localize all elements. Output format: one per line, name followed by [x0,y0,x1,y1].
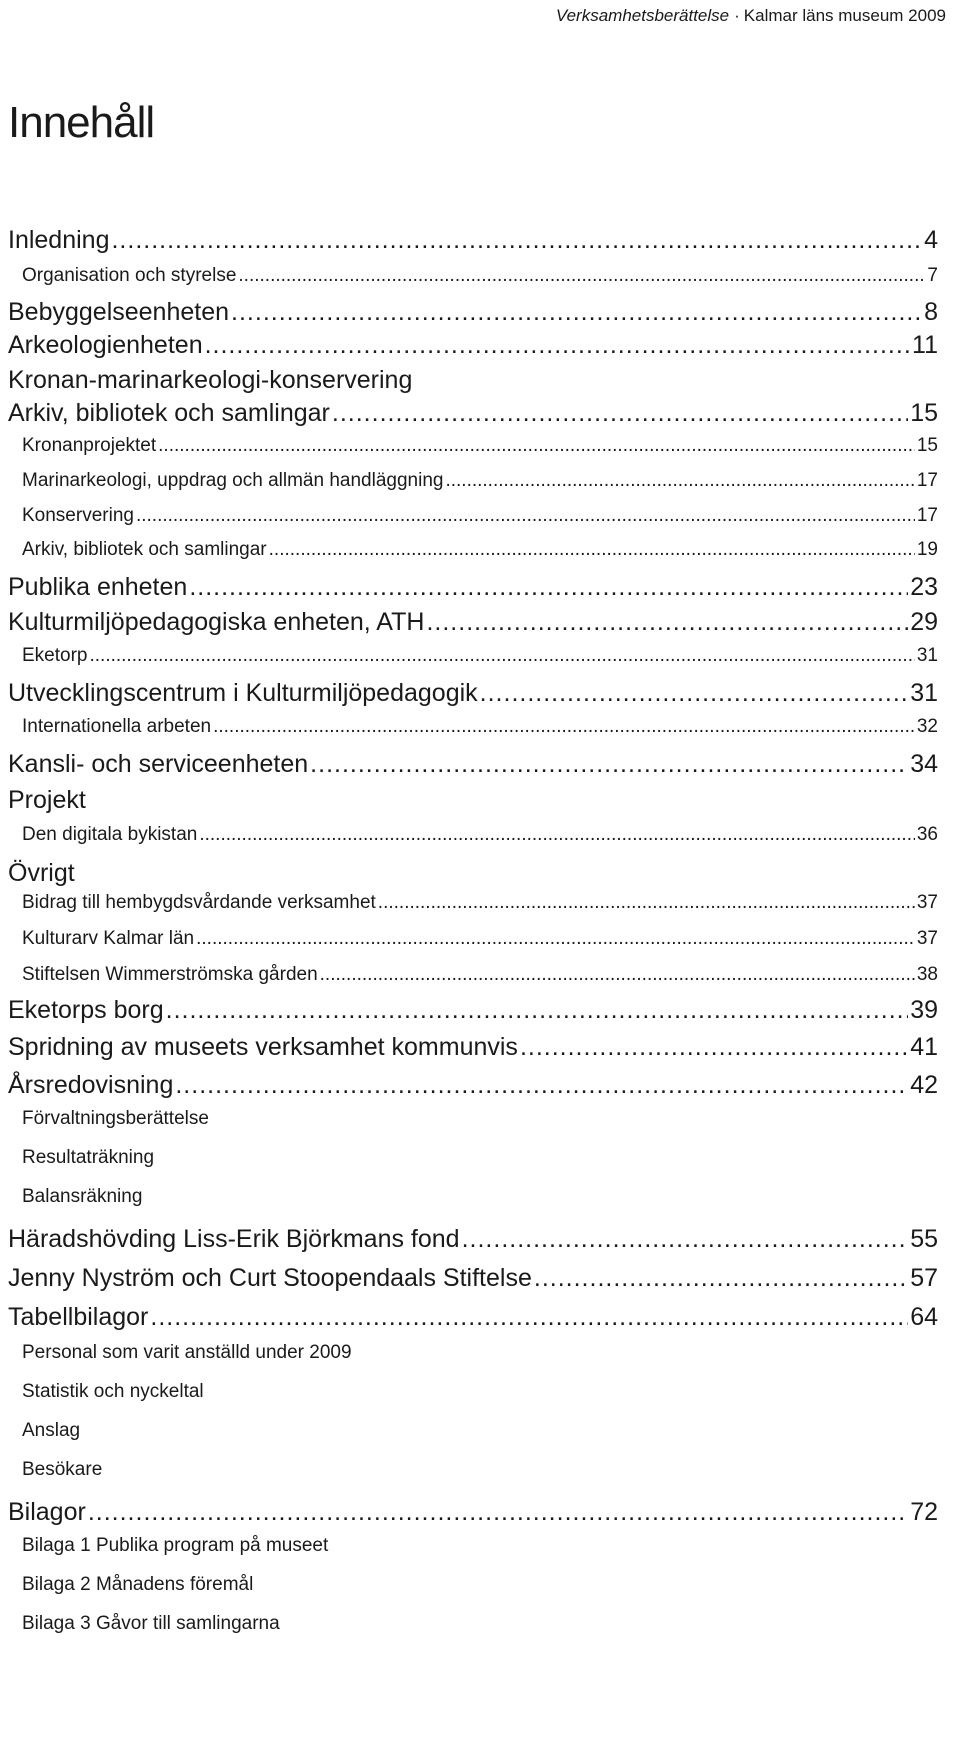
toc-entry-page-number: 55 [910,1225,938,1253]
toc-entry-page-number: 29 [910,608,938,636]
dot-leader [426,608,908,637]
toc-entry[interactable] [8,1498,938,1527]
toc-entry-label: Arkeologienheten [8,331,203,359]
dot-leader [520,1033,908,1062]
toc-entry[interactable] [22,1459,938,1481]
toc-entry-label: Publika enheten [8,573,188,601]
toc-entry-label: Kronan-marinarkeologi-konservering [8,366,413,394]
toc-entry-label: Förvaltningsberättelse [22,1108,209,1129]
toc-entry[interactable] [8,996,938,1025]
dot-leader [199,824,915,846]
toc-entry[interactable] [22,1535,938,1557]
toc-entry[interactable] [22,1147,938,1169]
museum-name: Kalmar läns museum 2009 [743,6,946,25]
toc-entry-label: Besökare [22,1459,103,1480]
toc-entry-label: Kulturarv Kalmar län [22,928,195,949]
toc-entry[interactable] [8,750,938,779]
publication-name: Verksamhetsberättelse [555,6,730,25]
toc-entry[interactable] [22,645,938,667]
toc-entry-label: Övrigt [8,859,75,887]
toc-entry-label: Konservering [22,505,134,526]
toc-entry-label: Organisation och styrelse [22,265,237,286]
toc-entry[interactable] [8,366,938,395]
toc-entry-label: Resultaträkning [22,1147,155,1168]
toc-entry[interactable] [22,265,938,287]
dot-leader [445,470,914,492]
toc-entry-label: Kansli- och serviceenheten [8,750,309,778]
toc-entry-label: Arkiv, bibliotek och samlingar [22,539,267,560]
toc-entry-label: Tabellbilagor [8,1303,149,1331]
toc-entry[interactable] [22,928,938,950]
toc-entry-page-number: 31 [910,679,938,707]
toc-entry-page-number: 42 [910,1071,938,1099]
toc-entry[interactable] [22,964,938,986]
toc-entry[interactable] [22,824,938,846]
dot-leader [158,435,915,457]
toc-entry-page-number: 64 [910,1303,938,1331]
toc-entry[interactable] [22,470,938,492]
toc-entry[interactable] [22,539,938,561]
header-separator: · [734,6,740,25]
dot-leader [332,399,908,428]
toc-entry-page-number: 32 [916,716,938,737]
toc-entry-label: Spridning av museets verksamhet kommunvis [8,1033,518,1061]
toc-entry[interactable] [8,679,938,708]
dot-leader [205,331,910,360]
toc-entry-page-number: 17 [916,470,938,491]
toc-entry-label: Balansräkning [22,1186,143,1207]
toc-entry-label: Arkiv, bibliotek och samlingar [8,399,330,427]
toc-entry-page-number: 37 [916,928,938,949]
toc-entry[interactable] [22,892,938,914]
toc-entry[interactable] [8,1033,938,1062]
toc-entry-label: Bilaga 2 Månadens föremål [22,1574,254,1595]
toc-entry-page-number: 8 [924,298,938,326]
dot-leader [196,928,915,950]
toc-entry-page-number: 31 [916,645,938,666]
toc-entry[interactable] [8,399,938,428]
toc-entry-label: Inledning [8,226,110,254]
dot-leader [320,964,915,986]
toc-entry[interactable] [8,1071,938,1100]
toc-entry[interactable] [8,786,938,815]
toc-entry[interactable] [22,435,938,457]
dot-leader [231,298,922,327]
toc-entry[interactable] [22,505,938,527]
toc-entry[interactable] [22,1342,938,1364]
toc-entry-label: Bilaga 1 Publika program på museet [22,1535,329,1556]
toc-entry-page-number: 34 [910,750,938,778]
toc-entry[interactable] [22,1613,938,1635]
dot-leader [89,645,914,667]
toc-entry-page-number: 41 [910,1033,938,1061]
page-title: Innehåll [8,98,155,147]
toc-entry-label: Jenny Nyström och Curt Stoopendaals Stiftelse [8,1264,532,1292]
toc-entry[interactable] [22,1420,938,1442]
toc-entry[interactable] [22,1186,938,1208]
toc-entry-label: Eketorp [22,645,88,666]
toc-entry-label: Årsredovisning [8,1071,174,1099]
toc-entry[interactable] [8,859,938,888]
dot-leader [480,679,909,708]
toc-entry-page-number: 36 [916,824,938,845]
dot-leader [269,539,915,561]
dot-leader [238,265,925,287]
toc-entry[interactable] [8,331,938,360]
toc-entry-page-number: 17 [916,505,938,526]
dot-leader [166,996,909,1025]
dot-leader [136,505,915,527]
toc-entry[interactable] [22,716,938,738]
toc-entry-label: Anslag [22,1420,81,1441]
dot-leader [310,750,908,779]
toc-entry-label: Den digitala bykistan [22,824,198,845]
dot-leader [462,1225,909,1254]
toc-entry-label: Kulturmiljöpedagogiska enheten, ATH [8,608,425,636]
toc-entry-page-number: 11 [912,331,938,359]
toc-entry-label: Stiftelsen Wimmerströmska gården [22,964,318,985]
toc-entry-page-number: 38 [916,964,938,985]
toc-entry-label: Utvecklingscentrum i Kulturmiljöpedagogik [8,679,478,707]
running-header [556,6,946,26]
toc-entry-label: Internationella arbeten [22,716,212,737]
dot-leader [175,1071,908,1100]
dot-leader [534,1264,908,1293]
toc-entry-label: Bilagor [8,1498,86,1526]
toc-entry[interactable] [8,608,938,637]
toc-entry-page-number: 72 [910,1498,938,1526]
toc-entry-label: Bidrag till hembygdsvårdande verksamhet [22,892,376,913]
toc-entry-page-number: 19 [916,539,938,560]
toc-entry[interactable] [22,1108,938,1130]
toc-entry[interactable] [22,1381,938,1403]
toc-entry-page-number: 37 [916,892,938,913]
toc-entry-page-number: 39 [910,996,938,1024]
toc-entry-label: Personal som varit anställd under 2009 [22,1342,352,1363]
dot-leader [150,1303,908,1332]
toc-entry-page-number: 57 [910,1264,938,1292]
toc-entry[interactable] [22,1574,938,1596]
toc-entry-label: Projekt [8,786,86,814]
toc-entry-label: Bilaga 3 Gåvor till samlingarna [22,1613,280,1634]
toc-entry-label: Kronanprojektet [22,435,157,456]
dot-leader [88,1498,908,1527]
dot-leader [111,226,922,255]
toc-entry-page-number: 4 [924,226,938,254]
dot-leader [378,892,915,914]
toc-entry-page-number: 7 [927,265,938,286]
toc-entry[interactable] [8,226,938,255]
toc-entry-label: Häradshövding Liss-Erik Björkmans fond [8,1225,460,1253]
toc-entry-page-number: 23 [910,573,938,601]
toc-entry-page-number: 15 [916,435,938,456]
dot-leader [213,716,915,738]
toc-entry[interactable] [8,1264,938,1293]
toc-entry-page-number: 15 [910,399,938,427]
toc-entry[interactable] [8,573,938,602]
toc-entry[interactable] [8,1225,938,1254]
toc-entry[interactable] [8,1303,938,1332]
toc-entry[interactable] [8,298,938,327]
toc-entry-label: Statistik och nyckeltal [22,1381,204,1402]
toc-entry-label: Eketorps borg [8,996,164,1024]
toc-entry-label: Marinarkeologi, uppdrag och allmän handläggning [22,470,444,491]
toc-entry-label: Bebyggelseenheten [8,298,230,326]
dot-leader [189,573,908,602]
